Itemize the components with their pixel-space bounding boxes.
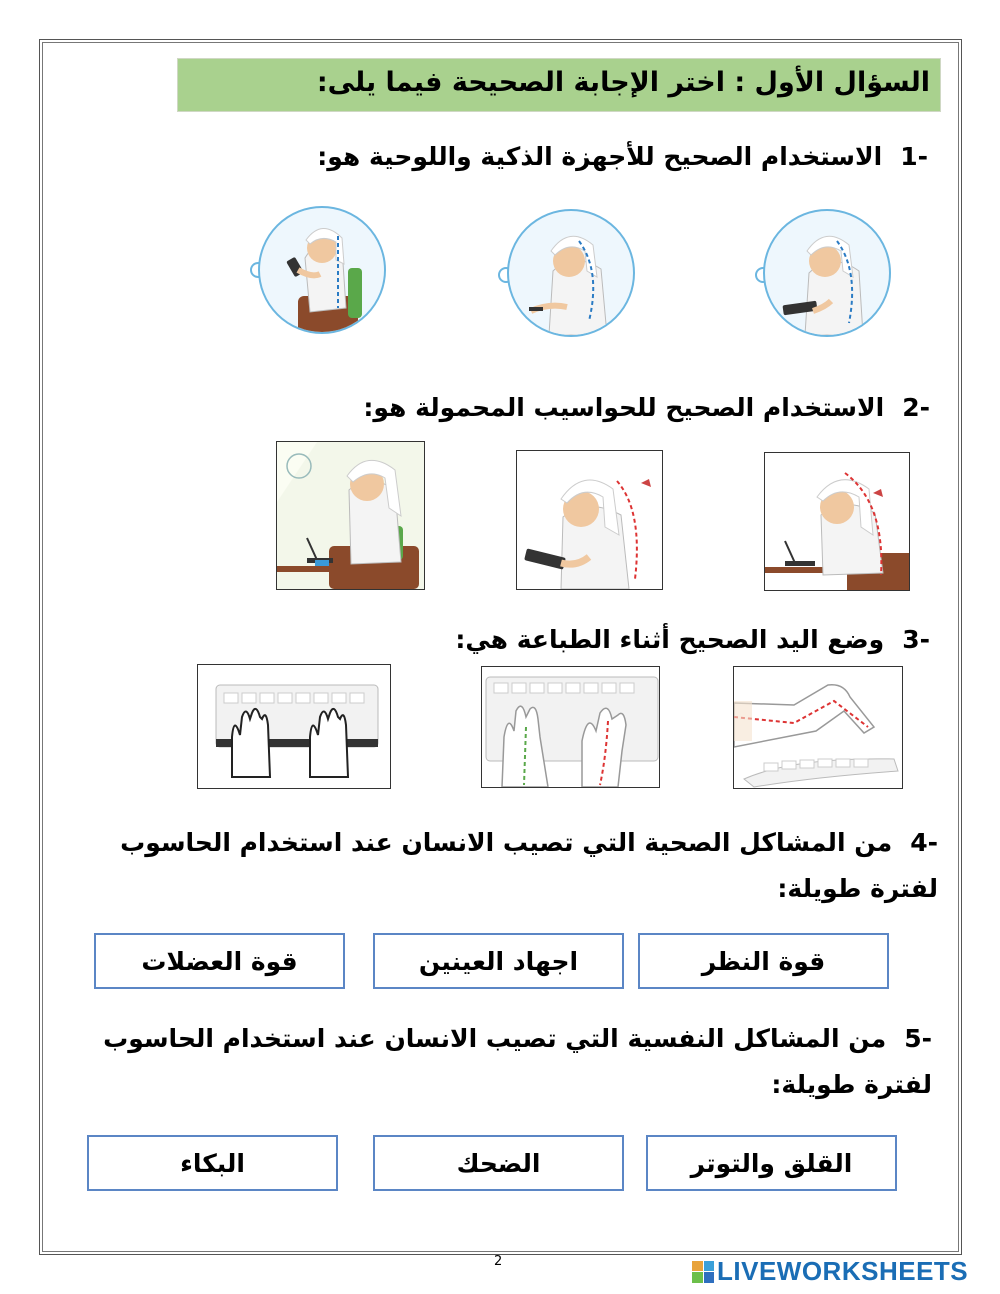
question-number: -1 [900,142,928,171]
choice-image-hands-angled[interactable] [481,666,660,788]
brand-logo[interactable] [692,1256,968,1287]
section-title: السؤال الأول : اختر الإجابة الصحيحة فيما يلى: [316,67,930,98]
choice-image-hands-wrist[interactable] [733,666,903,789]
choice-image-hands-flat[interactable] [197,664,391,789]
question-5 [74,1016,932,1108]
q5-option-1[interactable]: القلق والتوتر [646,1135,897,1191]
question-text: من المشاكل النفسية التي تصيب الانسان عند استخدام الحاسوب لفترة طويلة: [103,1024,932,1099]
q5-option-3[interactable]: البكاء [87,1135,338,1191]
question-text: الاستخدام الصحيح للحواسيب المحمولة هو: [363,393,885,422]
liveworksheets-icon [692,1261,714,1283]
question-1 [317,142,928,171]
question-4 [80,820,938,912]
question-text: الاستخدام الصحيح للأجهزة الذكية واللوحية هو: [317,142,883,171]
question-text: من المشاكل الصحية التي تصيب الانسان عند استخدام الحاسوب لفترة طويلة: [120,828,938,903]
section-header [177,58,941,112]
q4-option-2[interactable]: اجهاد العينين [373,933,624,989]
question-number: -2 [902,393,930,422]
choice-image-tablet-bent[interactable] [763,209,891,337]
q5-option-2[interactable]: الضحك [373,1135,624,1191]
choice-image-laptop-bent[interactable] [764,452,910,591]
question-3 [455,625,930,654]
choice-image-laptop-correct[interactable] [276,441,425,590]
question-2 [363,393,930,422]
choice-image-phone-seated[interactable] [258,206,386,334]
q4-option-3[interactable]: قوة العضلات [94,933,345,989]
page-number: 2 [494,1254,503,1269]
choice-image-phone-bent[interactable] [507,209,635,337]
choice-image-tablet-bent-neck[interactable] [516,450,663,590]
question-text: وضع اليد الصحيح أثناء الطباعة هي: [455,625,885,654]
q4-option-1[interactable]: قوة النظر [638,933,889,989]
question-number: -5 [904,1024,932,1053]
brand-text: LIVEWORKSHEETS [717,1256,969,1286]
question-number: -4 [910,828,938,857]
question-number: -3 [902,625,930,654]
